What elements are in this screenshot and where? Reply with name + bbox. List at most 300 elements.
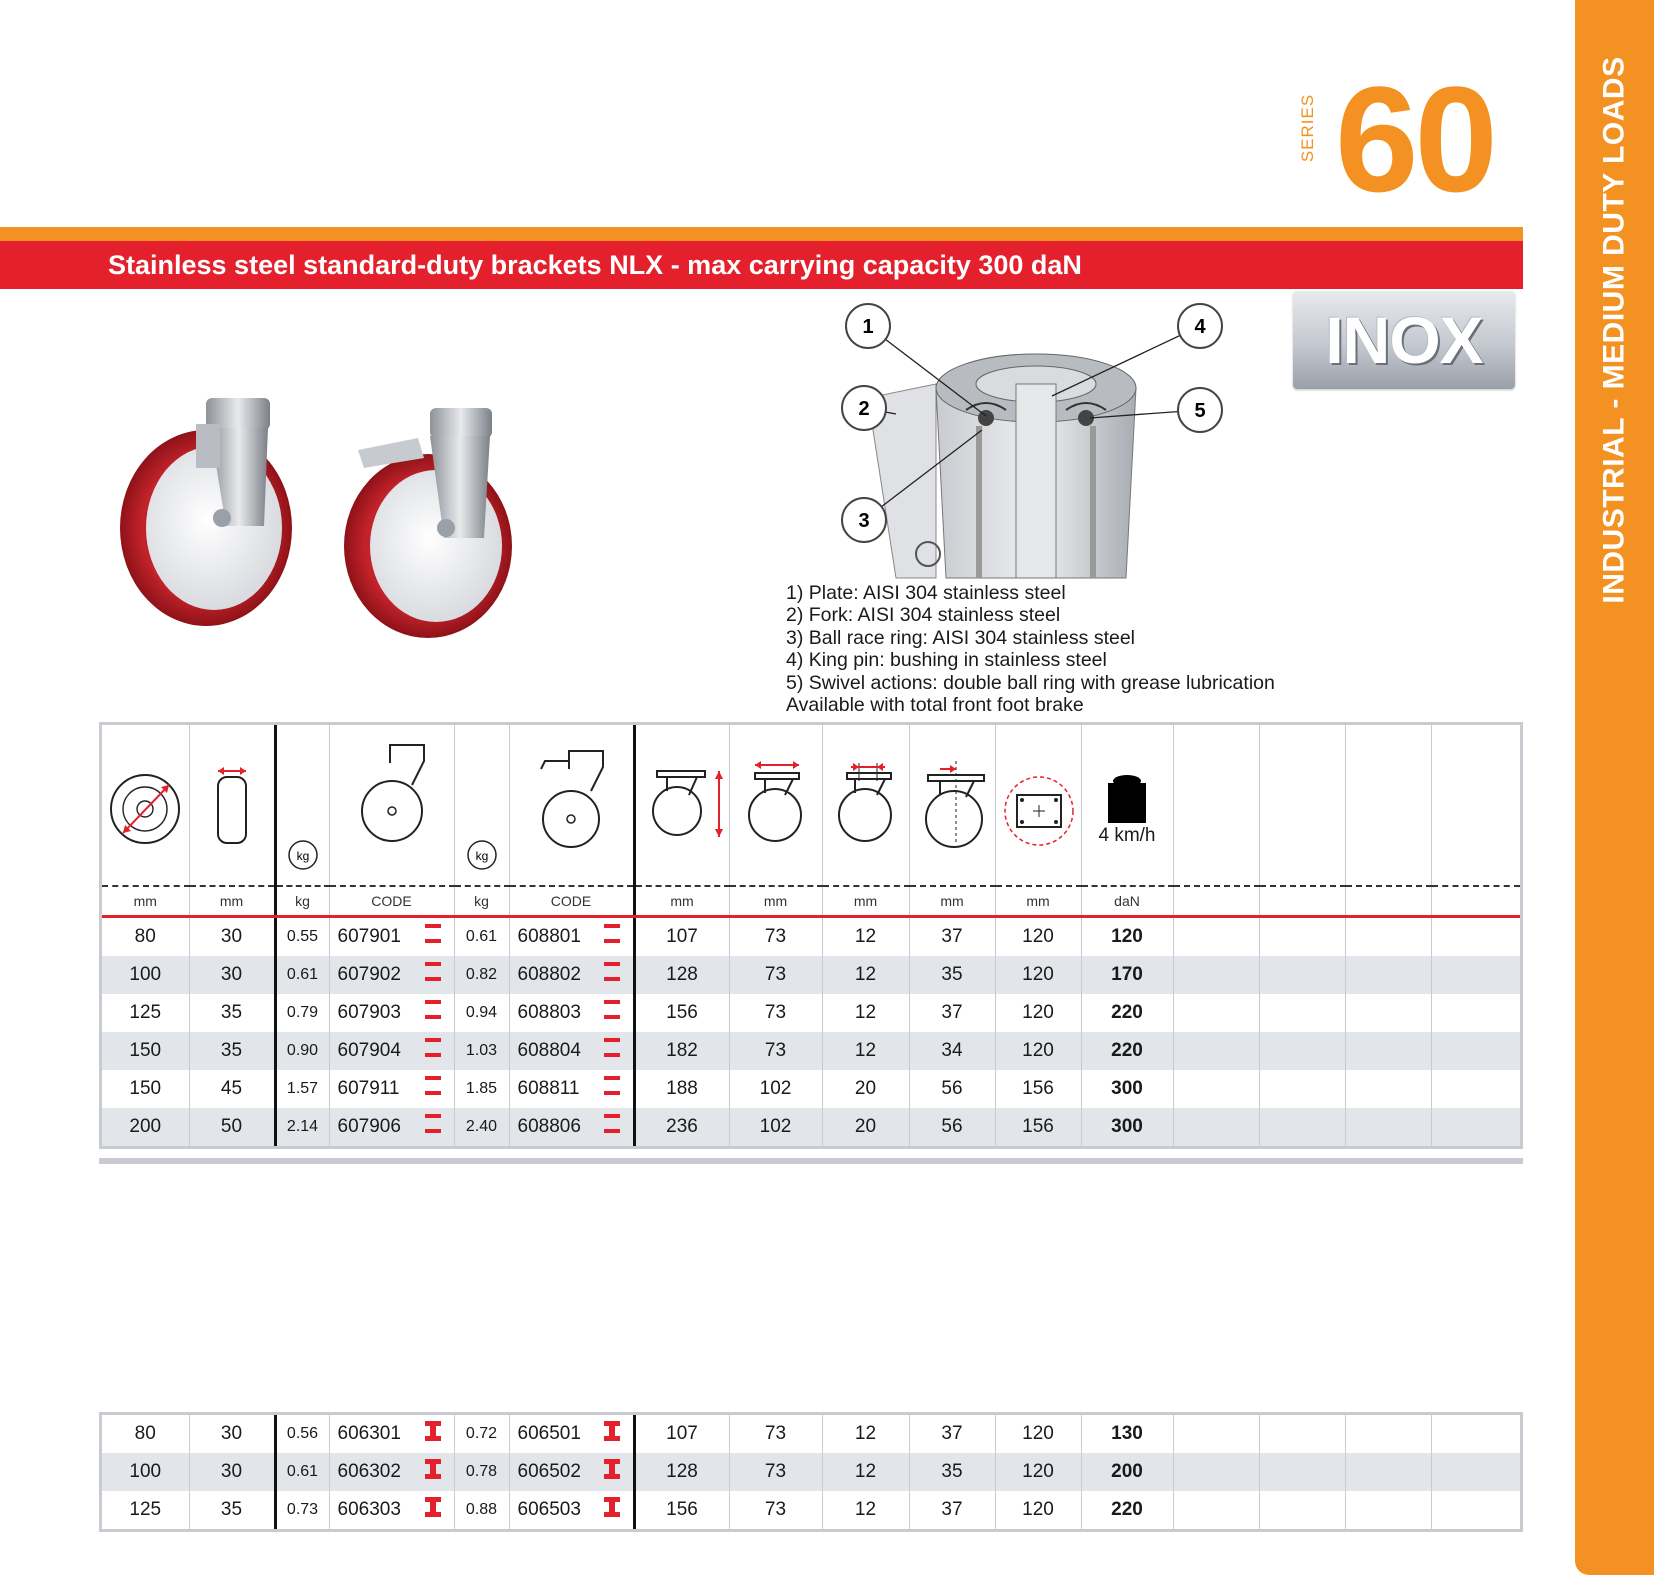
empty-cell (1345, 1415, 1431, 1453)
empty-cell (1431, 1491, 1520, 1529)
table-cell (102, 956, 189, 994)
cell-value: 35 (941, 964, 963, 985)
table-cell (909, 1491, 995, 1529)
cell-value: 606301 (337, 1423, 401, 1444)
empty-cell (1173, 1070, 1259, 1108)
unit-label: mm (822, 886, 909, 917)
table-cell (822, 917, 909, 957)
table-cell (729, 1070, 822, 1108)
table-row (102, 1070, 1520, 1108)
table-cell (1081, 1491, 1173, 1529)
cell-value: 608811 (517, 1078, 580, 1099)
table-cell (275, 1070, 329, 1108)
unit-label: CODE (509, 886, 634, 917)
table-cell (329, 1491, 454, 1529)
cell-value: 2.14 (286, 1118, 319, 1135)
cell-value: 607903 (337, 1002, 401, 1023)
callout-5-label: 5 (1194, 400, 1206, 422)
empty-cell (1345, 994, 1431, 1032)
cell-value: 73 (764, 1002, 787, 1023)
cell-value: 0.61 (286, 966, 319, 983)
unit-label: daN (1081, 886, 1173, 917)
cell-value: 120 (1022, 1423, 1054, 1444)
empty-cell (1431, 1032, 1520, 1070)
table-cell (329, 1032, 454, 1070)
swivel-brake-caster-icon (509, 725, 634, 886)
spec-table-2 (99, 1158, 1523, 1164)
cell-value: 120 (1022, 926, 1054, 947)
cell-value: 1.57 (286, 1080, 319, 1097)
overall-height-icon (634, 725, 729, 886)
cell-value: 607906 (337, 1116, 401, 1137)
table-cell (909, 1108, 995, 1146)
single-bar-symbol (603, 1075, 621, 1103)
table-cell (275, 1453, 329, 1491)
table-cell (1081, 1415, 1173, 1453)
i-beam-symbol (603, 1420, 621, 1448)
cell-value: 120 (1022, 1002, 1054, 1023)
cell-value: 0.56 (286, 1425, 319, 1442)
cell-value: 102 (759, 1078, 792, 1099)
empty-cell (1431, 917, 1520, 957)
cell-value: 30 (220, 1461, 243, 1482)
cell-value: 37 (941, 926, 963, 947)
single-bar-symbol (424, 1113, 442, 1141)
table-cell (822, 994, 909, 1032)
weight-kg-icon (275, 725, 329, 886)
table-cell (454, 1070, 509, 1108)
empty-cell (1431, 994, 1520, 1032)
empty-cell (1173, 1453, 1259, 1491)
table-cell (729, 1415, 822, 1453)
table-cell (729, 917, 822, 957)
table-cell (454, 917, 509, 957)
table-cell (102, 1070, 189, 1108)
table-cell (275, 1491, 329, 1529)
cell-value: 56 (941, 1116, 963, 1137)
cell-value: 606501 (517, 1423, 581, 1444)
table-cell (909, 1453, 995, 1491)
table-cell (822, 1032, 909, 1070)
table-cell (102, 1032, 189, 1070)
hole-spacing-icon (822, 725, 909, 886)
empty-cell (1259, 956, 1345, 994)
single-bar-symbol (424, 961, 442, 989)
table-cell (189, 1070, 275, 1108)
weight-kg-icon-2 (454, 725, 509, 886)
table-cell (329, 1070, 454, 1108)
table-cell (822, 956, 909, 994)
table-cell (822, 1453, 909, 1491)
features-list (786, 582, 1346, 716)
table-cell (909, 1415, 995, 1453)
feature-item: 3) Ball race ring: AISI 304 stainless steel (786, 626, 1136, 649)
cell-value: 73 (764, 1461, 787, 1482)
table-cell (1081, 956, 1173, 994)
table-cell (995, 956, 1081, 994)
cell-value: 34 (941, 1040, 963, 1061)
cell-value: 607902 (337, 964, 401, 985)
cell-value: 0.90 (286, 1042, 319, 1059)
empty-cell (1345, 917, 1431, 957)
table-cell (1081, 994, 1173, 1032)
empty-cell (1259, 1070, 1345, 1108)
cell-value: 1.03 (465, 1042, 498, 1059)
unit-label: kg (454, 886, 509, 917)
table-cell (995, 1108, 1081, 1146)
cell-value: 0.94 (465, 1004, 498, 1021)
cell-value: 100 (129, 964, 162, 985)
cell-value: 128 (666, 1461, 698, 1482)
table-cell (329, 917, 454, 957)
cell-value: 120 (1022, 1461, 1054, 1482)
empty-cell (1259, 1415, 1345, 1453)
table-cell (275, 956, 329, 994)
table-cell (995, 994, 1081, 1032)
table-cell (729, 1453, 822, 1491)
table-cell (454, 1032, 509, 1070)
empty-cell (1345, 1032, 1431, 1070)
cell-value: 73 (764, 1423, 787, 1444)
cell-value: 20 (854, 1116, 877, 1137)
i-beam-symbol (424, 1458, 442, 1486)
cell-value: 120 (1111, 926, 1143, 947)
table-cell (634, 1415, 729, 1453)
cell-value: 606303 (337, 1499, 401, 1520)
i-beam-symbol (424, 1496, 442, 1524)
cell-value: 606502 (517, 1461, 581, 1482)
i-beam-symbol (603, 1496, 621, 1524)
table-cell (634, 1032, 729, 1070)
empty-cell (1431, 1108, 1520, 1146)
callout-4-label: 4 (1194, 316, 1206, 338)
empty-cell (1431, 1070, 1520, 1108)
inox-badge (1293, 291, 1515, 389)
empty-col (1345, 725, 1431, 886)
table-cell (995, 1491, 1081, 1529)
cell-value: 0.88 (465, 1501, 498, 1518)
table-cell (454, 1491, 509, 1529)
spec-table-3 (99, 1412, 1523, 1532)
table-row (102, 1491, 1520, 1529)
single-bar-symbol (603, 961, 621, 989)
unit-label: mm (102, 886, 189, 917)
table-cell (822, 1415, 909, 1453)
cell-value: 35 (220, 1002, 243, 1023)
cell-value: 607901 (337, 926, 401, 947)
table-cell (995, 1415, 1081, 1453)
table-cell (454, 994, 509, 1032)
cell-value: 30 (220, 1423, 243, 1444)
cell-value: 102 (759, 1116, 792, 1137)
feature-item: 1) Plate: AISI 304 stainless steel (786, 582, 1066, 604)
table-row (102, 1453, 1520, 1491)
cell-value: 606503 (517, 1499, 581, 1520)
caster-left (120, 398, 292, 626)
empty-cell (1173, 1415, 1259, 1453)
single-bar-symbol (424, 923, 442, 951)
empty-cell (1259, 917, 1345, 957)
unit-label: mm (634, 886, 729, 917)
table-cell (454, 1415, 509, 1453)
title-orange-line (0, 227, 1523, 241)
table-cell (909, 1070, 995, 1108)
empty-cell (1259, 1032, 1345, 1070)
table-cell (634, 1491, 729, 1529)
callout-1-label: 1 (862, 316, 874, 338)
series-number: 60 (1335, 55, 1494, 223)
table-cell (509, 1491, 634, 1529)
cell-value: 156 (666, 1002, 698, 1023)
table-cell (1081, 1070, 1173, 1108)
single-bar-symbol (603, 923, 621, 951)
spec-table-1 (99, 722, 1523, 1149)
single-bar-symbol (424, 1037, 442, 1065)
table-cell (634, 917, 729, 957)
cell-value: 45 (220, 1078, 243, 1099)
empty-cell (1259, 1491, 1345, 1529)
cell-value: 236 (666, 1116, 698, 1137)
table-cell (729, 1491, 822, 1529)
caster-right (344, 408, 512, 638)
cell-value: 35 (220, 1040, 243, 1061)
empty-cell (1345, 1108, 1431, 1146)
offset-icon (909, 725, 995, 886)
table-cell (189, 994, 275, 1032)
table-cell (102, 1491, 189, 1529)
cell-value: 150 (129, 1040, 162, 1061)
table-cell (189, 1491, 275, 1529)
empty-cell (1259, 994, 1345, 1032)
side-label (1575, 0, 1654, 660)
series-word (1296, 93, 1320, 163)
cell-value: 80 (134, 926, 156, 947)
cell-value: 220 (1111, 1040, 1143, 1061)
table-cell (909, 956, 995, 994)
table-cell (729, 1108, 822, 1146)
cell-value: 300 (1111, 1116, 1143, 1137)
cell-value: 608802 (517, 964, 581, 985)
swivel-head-diagram (836, 296, 1236, 581)
empty-cell (1173, 1108, 1259, 1146)
table-cell (454, 956, 509, 994)
wheel-diameter-icon (102, 725, 189, 886)
table-cell (329, 1453, 454, 1491)
i-beam-symbol (424, 1420, 442, 1448)
unit-label: CODE (329, 886, 454, 917)
table-cell (909, 994, 995, 1032)
cell-value: 56 (941, 1078, 963, 1099)
table-cell (1081, 917, 1173, 957)
table-cell (995, 1453, 1081, 1491)
cell-value: 182 (666, 1040, 698, 1061)
table-cell (189, 956, 275, 994)
table-row (102, 1415, 1520, 1453)
empty-cell (1345, 1453, 1431, 1491)
cell-value: 2.40 (465, 1118, 498, 1135)
cell-value: 30 (220, 964, 243, 985)
single-bar-symbol (603, 999, 621, 1027)
cell-value: 156 (666, 1499, 698, 1520)
plate-size-icon (995, 725, 1081, 886)
table-cell (102, 994, 189, 1032)
cell-value: 0.72 (465, 1425, 498, 1442)
cell-value: 73 (764, 1040, 787, 1061)
table-cell (509, 1453, 634, 1491)
table-cell (822, 1491, 909, 1529)
cell-value: 73 (764, 964, 787, 985)
unit-label: kg (275, 886, 329, 917)
callout-3-label: 3 (858, 510, 870, 532)
empty-cell (1259, 1108, 1345, 1146)
cell-value: 0.73 (286, 1501, 319, 1518)
table-cell (509, 1108, 634, 1146)
table-cell (509, 1415, 634, 1453)
cell-value: 37 (941, 1002, 963, 1023)
cell-value: 0.55 (286, 928, 319, 945)
cell-value: 130 (1111, 1423, 1143, 1444)
icon-header-row (102, 725, 1520, 886)
table-cell (189, 1453, 275, 1491)
title-band (0, 241, 1523, 289)
units-row (102, 886, 1520, 917)
empty-col (1259, 725, 1345, 886)
single-bar-symbol (424, 999, 442, 1027)
cell-value: 0.61 (286, 1463, 319, 1480)
cell-value: 0.82 (465, 966, 498, 983)
table-cell (102, 1108, 189, 1146)
cell-value: 0.79 (286, 1004, 319, 1021)
table-cell (189, 1108, 275, 1146)
svg-text:kg: kg (475, 849, 488, 863)
table-cell (275, 917, 329, 957)
table-cell (189, 1032, 275, 1070)
table-cell (995, 917, 1081, 957)
empty-col (1173, 725, 1259, 886)
table-cell (275, 994, 329, 1032)
table-cell (822, 1070, 909, 1108)
table-cell (509, 994, 634, 1032)
table-cell (1081, 1032, 1173, 1070)
table-cell (729, 956, 822, 994)
empty-cell (1345, 1491, 1431, 1529)
table-cell (822, 1108, 909, 1146)
svg-text:kg: kg (296, 849, 309, 863)
table-cell (275, 1032, 329, 1070)
table-cell (102, 1453, 189, 1491)
cell-value: 606302 (337, 1461, 401, 1482)
empty-cell (1173, 917, 1259, 957)
cell-value: 37 (941, 1423, 963, 1444)
cell-value: 12 (854, 926, 877, 947)
table-cell (509, 917, 634, 957)
empty-cell (1259, 1453, 1345, 1491)
single-bar-symbol (424, 1075, 442, 1103)
table-cell (275, 1108, 329, 1146)
empty-col (1431, 725, 1520, 886)
empty-cell (1345, 956, 1431, 994)
cell-value: 107 (666, 1423, 698, 1444)
cell-value: 0.61 (465, 928, 498, 945)
page-title: Stainless steel standard-duty brackets NLX - max carrying capacity 300 daN (108, 249, 1082, 280)
table-cell (634, 1108, 729, 1146)
table-cell (634, 956, 729, 994)
table-row (102, 1108, 1520, 1146)
side-label-text: INDUSTRIAL - MEDIUM DUTY LOADS (1597, 56, 1631, 604)
feature-item: 5) Swivel actions: double ball ring with grease lubrication (786, 671, 1275, 694)
cell-value: 12 (854, 964, 877, 985)
cell-value: 12 (854, 1002, 877, 1023)
cell-value: 12 (854, 1040, 877, 1061)
speed-label: 4 km/h (1098, 825, 1156, 846)
cell-value: 607904 (337, 1040, 401, 1061)
empty-cell (1173, 956, 1259, 994)
table-cell (509, 1032, 634, 1070)
cell-value: 125 (129, 1499, 162, 1520)
table-group-3 (102, 1415, 1520, 1529)
empty-cell (1431, 1415, 1520, 1453)
table-row (102, 994, 1520, 1032)
table-cell (329, 1108, 454, 1146)
cell-value: 125 (129, 1002, 162, 1023)
cell-value: 150 (129, 1078, 162, 1099)
callout-2-label: 2 (858, 398, 870, 420)
table-cell (1081, 1453, 1173, 1491)
cell-value: 12 (854, 1461, 877, 1482)
table-cell (909, 1032, 995, 1070)
table-row (102, 956, 1520, 994)
table-cell (102, 917, 189, 957)
table-cell (329, 956, 454, 994)
table-cell (634, 994, 729, 1032)
cell-value: 200 (129, 1116, 162, 1137)
table-cell (275, 1415, 329, 1453)
table-cell (729, 994, 822, 1032)
cell-value: 156 (1022, 1116, 1054, 1137)
cell-value: 220 (1111, 1002, 1143, 1023)
cell-value: 100 (129, 1461, 162, 1482)
table-cell (634, 1070, 729, 1108)
cell-value: 73 (764, 1499, 787, 1520)
series-word-text: SERIES (1298, 93, 1318, 163)
table-cell (454, 1108, 509, 1146)
table-cell (634, 1453, 729, 1491)
cell-value: 35 (220, 1499, 243, 1520)
empty-cell (1431, 956, 1520, 994)
cell-value: 128 (666, 964, 698, 985)
cell-value: 1.85 (465, 1080, 498, 1097)
cell-value: 156 (1022, 1078, 1054, 1099)
cell-value: 20 (854, 1078, 877, 1099)
cell-value: 120 (1022, 1040, 1054, 1061)
table-cell (995, 1032, 1081, 1070)
cell-value: 120 (1022, 964, 1054, 985)
empty-cell (1173, 1491, 1259, 1529)
table-cell (909, 917, 995, 957)
swivel-caster-icon (329, 725, 454, 886)
cell-value: 607911 (337, 1078, 400, 1099)
cell-value: 300 (1111, 1078, 1143, 1099)
table-cell (329, 994, 454, 1032)
cell-value: 107 (666, 926, 698, 947)
table-cell (189, 917, 275, 957)
table-cell (509, 956, 634, 994)
cell-value: 120 (1022, 1499, 1054, 1520)
i-beam-symbol (603, 1458, 621, 1486)
table-cell (1081, 1108, 1173, 1146)
cell-value: 35 (941, 1461, 963, 1482)
cell-value: 608803 (517, 1002, 581, 1023)
